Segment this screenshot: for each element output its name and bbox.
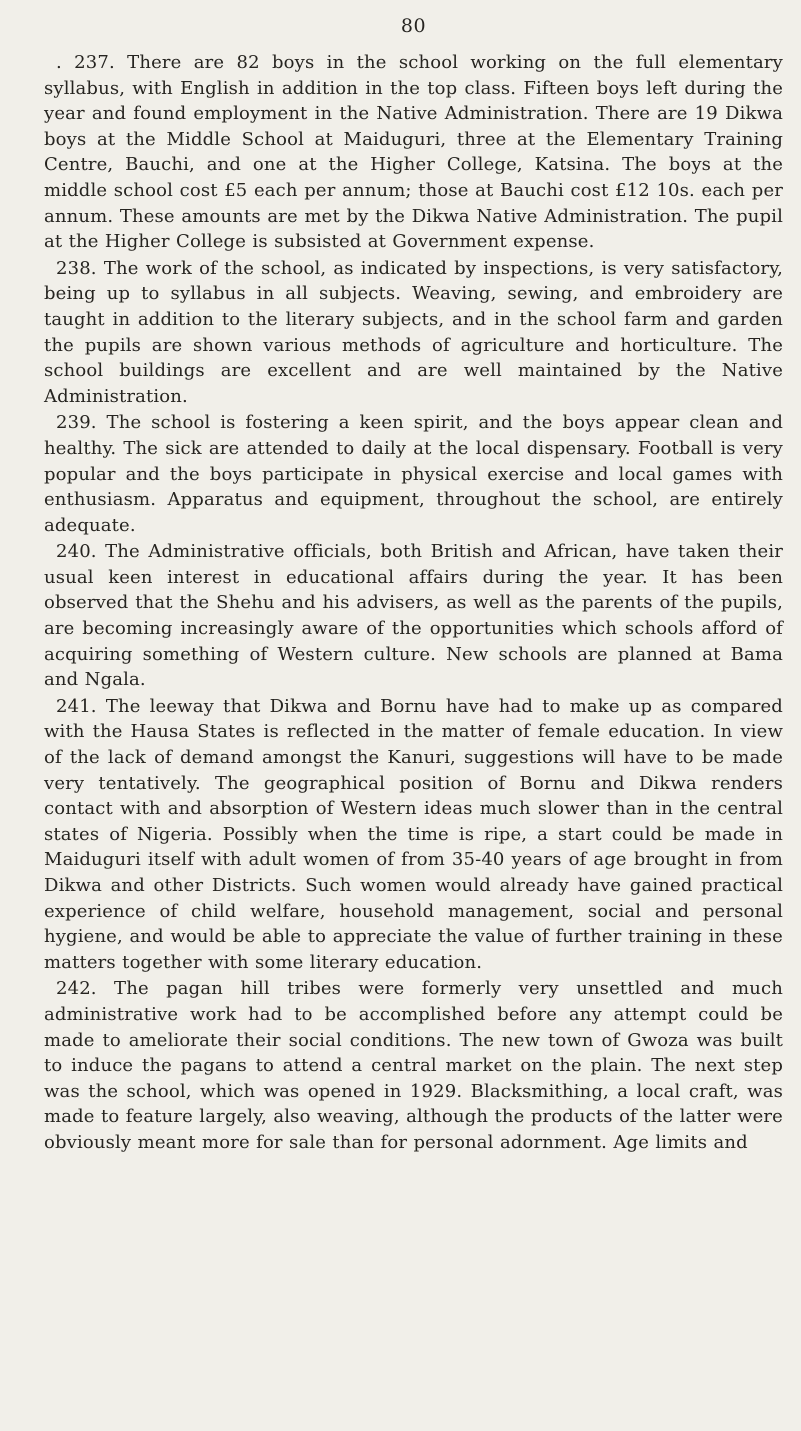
paragraph-240: 240. The Administrative officials, both British and African, have taken their usual keen interest in educational affairs during the year. It has been observed that the Shehu and his advisers, as well as the parents of the pupils, are becoming increasingly aware of the opportunities which schools afford of acquiring something of Western culture. New schools are planned at Bama and Ngala. [44, 541, 783, 691]
paragraph-242: 242. The pagan hill tribes were formerly very unsettled and much administrative work had to be accomplished before any attempt could be made to ameliorate their social conditions. The new town of Gwoza was built to induce the pagans to attend a central market on the plain. The next step was the school, which was opened in 1929. Blacksmithing, a local craft, was made to feature largely, also weaving, although the products of the latter were obviously meant more for sale than for personal adornment. Age limits and [44, 978, 783, 1153]
paragraph-241: 241. The leeway that Dikwa and Bornu have had to make up as compared with the Hausa States is reflected in the matter of female education. In view of the lack of demand amongst the Kanuri, suggestions will have to be made very tentatively. The geographical position of Bornu and Dikwa renders contact with and absorption of Western ideas much slower than in the central states of Nigeria. Possibly when the time is ripe, a start could be made in Maiduguri itself with adult women of from 35-40 years of age brought in from Dikwa and other Districts. Such women would already have gained practical experience of child welfare, household management, social and personal hygiene, and would be able to appreciate the value of further training in these matters together with some literary education. [44, 695, 783, 973]
paragraph-238: 238. The work of the school, as indicated by inspections, is very satisfactory, being up to syllabus in all subjects. Weaving, sewing, and embroidery are taught in addition to the literary subjects, and in the school farm and garden the pupils are shown various methods of agriculture and horticulture. The school buildings are excellent and are well maintained by the Native Administration. [44, 257, 783, 407]
paragraph-237: . 237. There are 82 boys in the school working on the full elementary syllabus, with English in addition in the top class. Fifteen boys left during the year and found employment in the Native Administration. There are 19 Dikwa boys at the Middle School at Maiduguri, three at the Elementary Training Centre, Bauchi, and one at the Higher College, Katsina. The boys at the middle school cost £5 each per annum; those at Bauchi cost £12 10s. each per annum. These amounts are met by the Dikwa Native Administration. The pupil at the Higher College is subsisted at Government expense. [44, 52, 783, 253]
page-number: 80 [400, 15, 427, 37]
paragraph-239: 239. The school is fostering a keen spirit, and the boys appear clean and healthy. The sick are attended to daily at the local dispensary. Football is very popular and the boys participate in physical exercise and local games with enthusiasm. Apparatus and equipment, throughout the school, are entirely adequate. [44, 412, 783, 536]
